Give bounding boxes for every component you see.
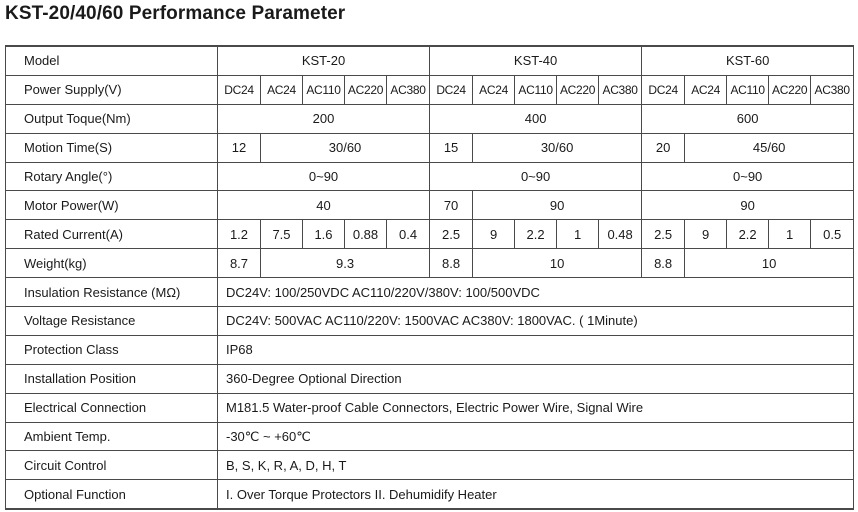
table-cell: 600 xyxy=(642,104,854,133)
row-label: Motor Power(W) xyxy=(6,191,218,220)
table-cell: 2.2 xyxy=(727,220,769,249)
table-cell: AC24 xyxy=(473,75,515,104)
table-cell: 0.5 xyxy=(811,220,854,249)
table-cell: 0.4 xyxy=(387,220,430,249)
table-cell: AC24 xyxy=(261,75,303,104)
table-cell: 8.8 xyxy=(642,249,685,278)
table-cell: 90 xyxy=(642,191,854,220)
row-label: Optional Function xyxy=(6,480,218,509)
table-cell: DC24V: 500VAC AC110/220V: 1500VAC AC380V: 1800VAC. ( 1Minute) xyxy=(218,307,854,336)
table-cell: 2.5 xyxy=(642,220,685,249)
table-row xyxy=(6,249,854,278)
performance-parameter-table xyxy=(5,45,854,510)
model-header-cell: KST-40 xyxy=(430,46,642,75)
table-cell: 1.6 xyxy=(303,220,345,249)
table-cell: IP68 xyxy=(218,335,854,364)
table-cell: 8.8 xyxy=(430,249,473,278)
page-title: KST-20/40/60 Performance Parameter xyxy=(5,3,346,24)
table-cell: 12 xyxy=(218,133,261,162)
table-cell: 10 xyxy=(685,249,854,278)
table-cell: 360-Degree Optional Direction xyxy=(218,364,854,393)
table-cell: 8.7 xyxy=(218,249,261,278)
table-cell: 30/60 xyxy=(473,133,642,162)
table-row xyxy=(6,364,854,393)
table-cell: DC24 xyxy=(218,75,261,104)
table-cell: 30/60 xyxy=(261,133,430,162)
table-cell: 7.5 xyxy=(261,220,303,249)
row-label: Electrical Connection xyxy=(6,393,218,422)
row-label: Rated Current(A) xyxy=(6,220,218,249)
table-row xyxy=(6,278,854,307)
table-cell: 400 xyxy=(430,104,642,133)
row-label: Output Toque(Nm) xyxy=(6,104,218,133)
table-cell: 0~90 xyxy=(430,162,642,191)
row-label: Weight(kg) xyxy=(6,249,218,278)
row-label: Installation Position xyxy=(6,364,218,393)
table-cell: AC220 xyxy=(345,75,387,104)
table-cell: 200 xyxy=(218,104,430,133)
table-cell: 90 xyxy=(473,191,642,220)
table-cell: I. Over Torque Protectors II. Dehumidify Heater xyxy=(218,480,854,509)
table-cell: DC24 xyxy=(430,75,473,104)
row-label: Circuit Control xyxy=(6,451,218,480)
table-cell: 0~90 xyxy=(642,162,854,191)
table-row xyxy=(6,133,854,162)
table-row xyxy=(6,220,854,249)
table-row xyxy=(6,46,854,75)
row-label: Protection Class xyxy=(6,335,218,364)
table-cell: 2.2 xyxy=(515,220,557,249)
table-cell: 10 xyxy=(473,249,642,278)
row-label: Rotary Angle(°) xyxy=(6,162,218,191)
row-label: Model xyxy=(6,46,218,75)
table-cell: 0~90 xyxy=(218,162,430,191)
table-cell: 1 xyxy=(557,220,599,249)
table-row xyxy=(6,422,854,451)
table-cell: AC110 xyxy=(727,75,769,104)
table-row xyxy=(6,335,854,364)
row-label: Voltage Resistance xyxy=(6,307,218,336)
row-label: Ambient Temp. xyxy=(6,422,218,451)
row-label: Motion Time(S) xyxy=(6,133,218,162)
table-cell: B, S, K, R, A, D, H, T xyxy=(218,451,854,480)
table-row xyxy=(6,451,854,480)
table-cell: 9 xyxy=(473,220,515,249)
table-cell: AC220 xyxy=(769,75,811,104)
table-cell: 70 xyxy=(430,191,473,220)
table-cell: DC24V: 100/250VDC AC110/220V/380V: 100/500VDC xyxy=(218,278,854,307)
table-cell: AC24 xyxy=(685,75,727,104)
table-cell: 1 xyxy=(769,220,811,249)
table-row xyxy=(6,307,854,336)
table-cell: DC24 xyxy=(642,75,685,104)
table-row xyxy=(6,480,854,509)
table-cell: 1.2 xyxy=(218,220,261,249)
table-cell: 2.5 xyxy=(430,220,473,249)
table-cell: 15 xyxy=(430,133,473,162)
row-label: Power Supply(V) xyxy=(6,75,218,104)
table-cell: AC380 xyxy=(811,75,854,104)
table-cell: M181.5 Water-proof Cable Connectors, Electric Power Wire, Signal Wire xyxy=(218,393,854,422)
table-row xyxy=(6,393,854,422)
table-cell: 40 xyxy=(218,191,430,220)
table-cell: AC110 xyxy=(303,75,345,104)
table-row xyxy=(6,104,854,133)
row-label: Insulation Resistance (MΩ) xyxy=(6,278,218,307)
table-cell: 45/60 xyxy=(685,133,854,162)
table-cell: AC380 xyxy=(599,75,642,104)
table-cell: AC220 xyxy=(557,75,599,104)
table-cell: AC380 xyxy=(387,75,430,104)
table-cell: AC110 xyxy=(515,75,557,104)
table-cell: 0.88 xyxy=(345,220,387,249)
model-header-cell: KST-20 xyxy=(218,46,430,75)
table-row xyxy=(6,191,854,220)
model-header-cell: KST-60 xyxy=(642,46,854,75)
table-cell: -30℃ ~ +60℃ xyxy=(218,422,854,451)
table-row xyxy=(6,162,854,191)
table-cell: 20 xyxy=(642,133,685,162)
table-cell: 9.3 xyxy=(261,249,430,278)
table-cell: 9 xyxy=(685,220,727,249)
table-row xyxy=(6,75,854,104)
table-cell: 0.48 xyxy=(599,220,642,249)
